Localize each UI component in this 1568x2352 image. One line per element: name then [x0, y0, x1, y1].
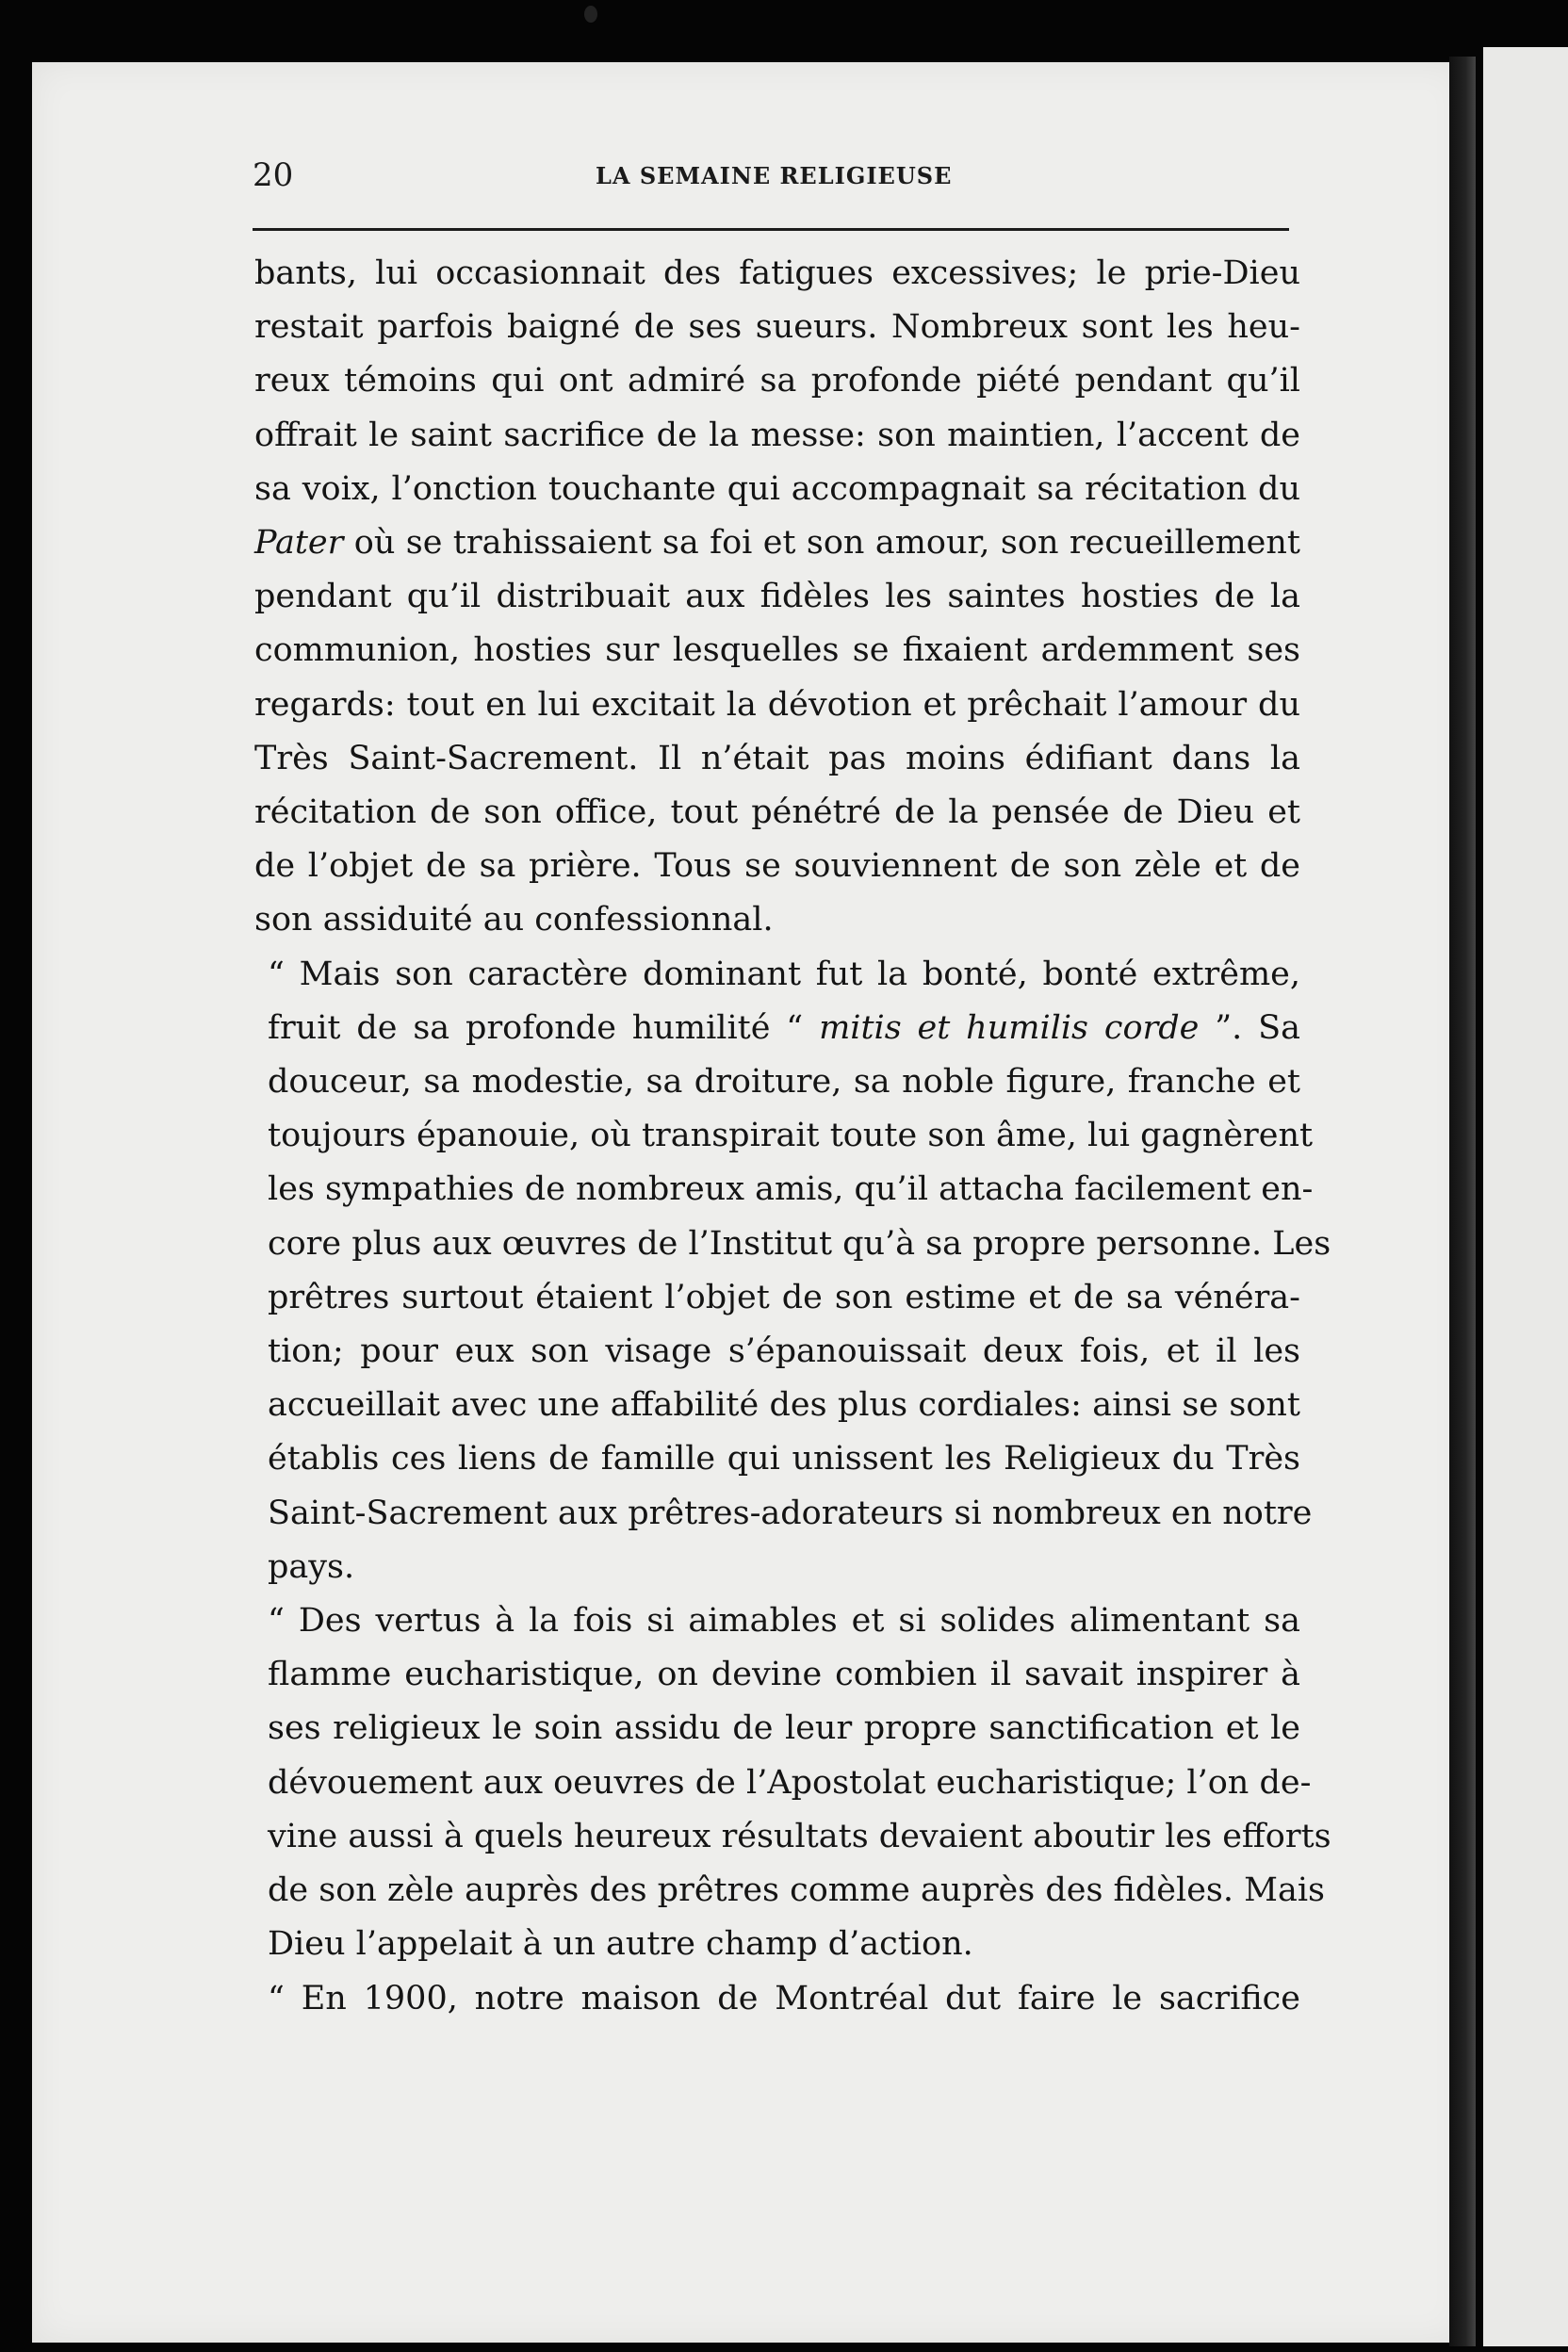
paragraph [254, 1972, 1300, 2026]
text-line: douceur, sa modestie, sa droiture, sa noble figure, franche et [268, 1063, 1300, 1102]
text-line: core plus aux œuvres de l’Institut qu’à sa propre personne. Les [268, 1224, 1331, 1263]
text-line: Très Saint-Sacrement. Il n’était pas moins édifiant dans la [254, 739, 1300, 777]
text-line: récitation de son office, tout pénétré de la pensée de Dieu et [254, 793, 1300, 832]
text-line: prêtres surtout étaient l’objet de son estime et de sa vénéra- [268, 1278, 1300, 1316]
page-header [253, 156, 1289, 194]
scan-speck [584, 6, 597, 23]
text-line: Dieu l’appelait à un autre champ d’action. [268, 1925, 973, 1964]
body-text [254, 247, 1331, 2026]
paragraph [254, 1594, 1331, 1971]
text-line: “ Des vertus à la fois si aimables et si solides alimentant sa [268, 1602, 1300, 1641]
text-line: flamme eucharistique, on devine combien il savait inspirer à [268, 1656, 1300, 1694]
text-line: établis ces liens de famille qui unissent les Religieux du Très [268, 1440, 1300, 1478]
text-line: dévouement aux oeuvres de l’Apostolat eucharistique; l’on de- [268, 1763, 1312, 1802]
text-line-with-italic: fruit de sa profonde humilité “ mitis et humilis corde ”. Sa [268, 1008, 1300, 1047]
text-line: les sympathies de nombreux amis, qu’il attacha facilement en- [268, 1170, 1314, 1209]
text-line: accueillait avec une affabilité des plus cordiales: ainsi se sont [268, 1386, 1300, 1425]
text-line: bants, lui occasionnait des fatigues excessives; le prie-Dieu [254, 254, 1300, 292]
text-line: toujours épanouie, où transpirait toute son âme, lui gagnèrent [268, 1117, 1314, 1155]
text-line: Saint-Sacrement aux prêtres-adorateurs si nombreux en notre [268, 1494, 1313, 1532]
paragraph [254, 247, 1300, 948]
text-line-with-italic: Pater où se trahissaient sa foi et son amour, son recueillement [254, 524, 1300, 563]
paragraph [254, 948, 1331, 1594]
text-line: “ En 1900, notre maison de Montréal dut faire le sacrifice [268, 1979, 1300, 2017]
text-line: communion, hosties sur lesquelles se fixaient ardemment ses [254, 631, 1300, 670]
text-line: regards: tout en lui excitait la dévotion et prêchait l’amour du [254, 685, 1300, 724]
text-line: ses religieux le soin assidu de leur propre sanctification et le [268, 1709, 1300, 1748]
text-line: son assiduité au confessionnal. [254, 901, 774, 939]
text-line: sa voix, l’onction touchante qui accompagnait sa récitation du [254, 469, 1300, 508]
facing-page-edge [1483, 47, 1568, 2346]
page-number: 20 [253, 156, 294, 194]
text-line: de l’objet de sa prière. Tous se souviennent de son zèle et de [254, 847, 1300, 886]
text-line: restait parfois baigné de ses sueurs. Nombreux sont les heu- [254, 308, 1300, 347]
text-line: vine aussi à quels heureux résultats devaient aboutir les efforts [268, 1817, 1331, 1855]
text-line: tion; pour eux son visage s’épanouissait deux fois, et il les [268, 1332, 1300, 1371]
page-gutter-shadow [1449, 57, 1476, 2346]
header-rule [253, 228, 1289, 231]
text-line: “ Mais son caractère dominant fut la bonté, bonté extrême, [268, 955, 1300, 993]
text-line: pays. [268, 1547, 355, 1586]
italic-word: Pater [254, 524, 344, 563]
text-line: de son zèle auprès des prêtres comme auprès des fidèles. Mais [268, 1871, 1325, 1910]
italic-phrase: mitis et humilis corde [819, 1008, 1200, 1047]
text-line: pendant qu’il distribuait aux fidèles les saintes hosties de la [254, 578, 1300, 616]
text-line: reux témoins qui ont admiré sa profonde piété pendant qu’il [254, 362, 1300, 400]
running-head: LA SEMAINE RELIGIEUSE [596, 162, 953, 189]
text-line: offrait le saint sacrifice de la messe: son maintien, l’accent de [254, 416, 1300, 454]
